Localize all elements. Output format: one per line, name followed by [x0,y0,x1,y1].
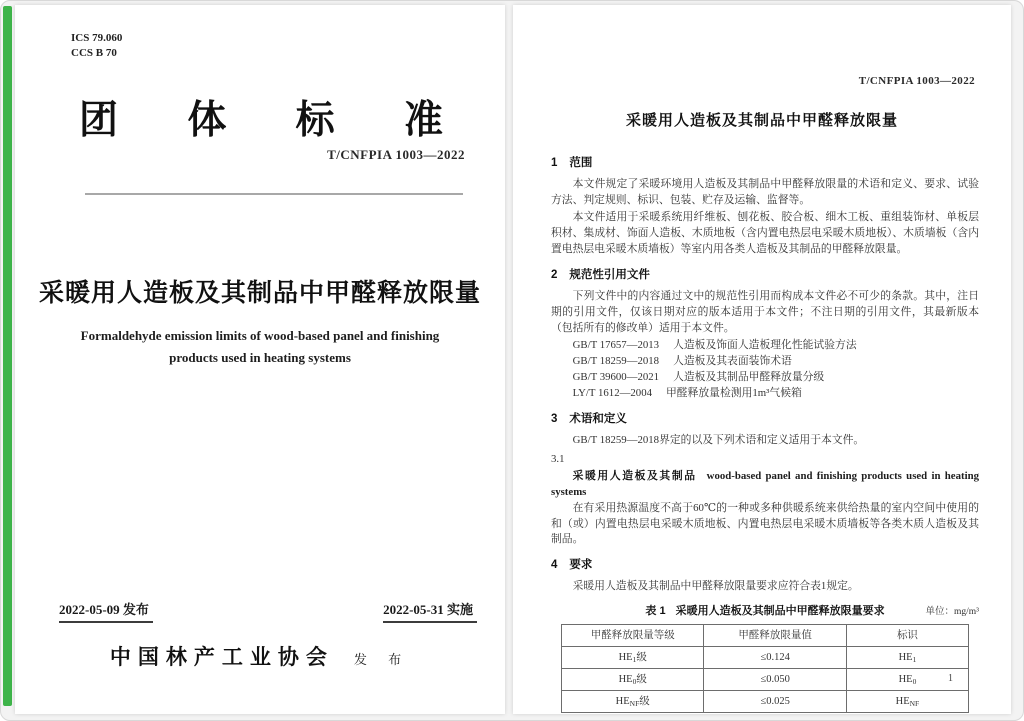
requirements-paragraph: 采暖用人造板及其制品中甲醛释放限量要求应符合表1规定。 [572,580,859,593]
mark-cell [846,647,968,669]
grade-base: HE [618,652,633,664]
mark-sub: 0 [912,677,917,687]
term-name-en: wood-based panel and finishing products used in heating systems [551,469,980,498]
grade-cell [562,669,704,691]
dates-row [59,599,477,623]
page-number: 1 [948,673,953,684]
column-header-limit: 甲醛释放限量值 [704,625,846,647]
reference-title: 人造板及饰面人造板理化性能试验方法 [673,338,857,351]
grade-suffix: 级 [639,696,650,708]
column-header-grade: 甲醛释放限量等级 [562,625,704,647]
section-heading-requirements [551,557,979,574]
section-title: 术语和定义 [569,412,627,425]
grade-suffix: 级 [636,674,647,686]
reference-code: GB/T 17657—2013 [572,338,660,351]
cover-title-zh: 采暖用人造板及其制品中甲醛释放限量 [38,279,481,307]
implement-date: 2022-05-31 实施 [383,599,477,623]
limit-cell: ≤0.025 [704,691,846,713]
section-number: 1 [551,157,558,169]
publisher-name: 中国林产工业协会 [109,646,334,669]
reference-item [573,354,979,370]
mark-base: HE [898,674,913,686]
section-title: 要求 [569,559,593,572]
section-title: 范围 [569,157,593,169]
section-heading-scope [551,155,979,172]
reference-item [573,370,979,386]
grade-cell [562,647,704,669]
grade-sub: 0 [632,677,637,687]
reference-title: 人造板及其表面装饰术语 [673,354,792,367]
table-caption-row [551,603,979,619]
section-heading-terms [551,411,979,428]
term-name-zh: 采暖用人造板及其制品 [572,469,697,482]
section-heading-normative-refs [551,267,979,284]
table-unit-note: 单位：mg/m³ [925,607,979,618]
issue-date: 2022-05-09 发布 [59,599,153,623]
reference-item [573,338,979,354]
grade-base: HE [618,674,633,686]
term-item-number: 3.1 [551,452,565,465]
cover-divider [85,193,463,195]
mark-cell [846,691,968,713]
section-number: 4 [551,559,558,572]
grade-suffix: 级 [636,652,647,664]
mark-base: HE [898,652,913,664]
table-caption-text: 采暖用人造板及其制品中甲醛释放限量要求 [675,605,885,618]
page-body [551,155,979,713]
section-title: 规范性引用文件 [569,268,650,281]
reference-title: 人造板及其制品甲醛释放量分级 [673,370,825,383]
reference-code: GB/T 18259—2018 [572,354,660,367]
column-header-mark: 标识 [846,625,968,647]
standard-type-title [79,89,443,145]
limit-cell: ≤0.124 [704,647,846,669]
mark-sub: NF [909,699,920,709]
reference-code: LY/T 1612—2004 [572,386,652,399]
publisher-row [15,641,505,671]
term-line [551,469,979,501]
reference-title: 甲醛释放量检测用1m³气候箱 [666,386,802,399]
reference-list [573,338,979,402]
standard-type-char: 团 [79,99,119,142]
page-header-standard-number: T/CNFPIA 1003—2022 [858,75,975,87]
limit-cell: ≤0.050 [704,669,846,691]
mark-sub: 1 [912,655,917,665]
table-row [562,669,969,691]
section-number: 2 [551,268,558,281]
standard-number: T/CNFPIA 1003—2022 [327,147,465,162]
reference-item [573,386,979,402]
terms-intro: GB/T 18259—2018界定的以及下列术语和定义适用于本文件。 [572,433,865,446]
publisher-suffix: 发 布 [353,652,411,667]
cover-title-en-line1: Formaldehyde emission limits of wood-based panel and finishing [80,328,440,343]
term-definition: 在有采用热源温度不高于60℃的一种或多种供暖系统来供给热量的室内空间中使用的和（或）内置电热层电采暖木质地板、内置电热层电采暖木质墙板等各类木质人造板及其制品。 [551,501,979,546]
grade-sub: 1 [632,655,637,665]
limits-table [561,624,969,713]
content-page [513,5,1011,714]
table-row [562,647,969,669]
table-caption-label: 表 1 [645,605,666,618]
ccs-code: CCS B 70 [71,47,117,60]
normative-refs-intro: 下列文件中的内容通过文中的规范性引用而构成本文件必不可少的条款。其中，注日期的引用文件，仅该日期对应的版本适用于本文件；不注日期的引用文件，其最新版本（包括所有的修改单）适用于本文件。 [551,289,979,334]
page-title: 采暖用人造板及其制品中甲醛释放限量 [625,112,898,129]
cover-title-en-line2: products used in heating systems [169,350,351,366]
table-row [562,691,969,713]
ics-code: ICS 79.060 [71,32,123,44]
standard-type-char: 体 [187,99,227,142]
reference-code: GB/T 39600—2021 [572,370,660,383]
grade-sub: NF [629,699,640,709]
table-caption [645,605,884,617]
scope-paragraph-1: 本文件规定了采暖环境用人造板及其制品中甲醛释放限量的术语和定义、要求、试验方法、判定规则、标识、包装、贮存及运输、监督等。 [551,178,979,206]
table-header-row [562,625,969,647]
grade-base: HE [615,696,630,708]
cover-page [15,5,505,714]
ics-codes [71,31,122,62]
section-number: 3 [551,412,558,425]
cover-title-en [35,325,485,369]
grade-cell [562,691,704,713]
mark-base: HE [895,696,910,708]
edge-strip [3,6,12,706]
standard-type-char: 标 [295,99,335,142]
standard-type-char: 准 [403,99,443,142]
scope-paragraph-2: 本文件适用于采暖系统用纤维板、刨花板、胶合板、细木工板、重组装饰材、单板层积材、集成材、饰面人造板、木质地板（含内置电热层电采暖木质地板）、木质墙板（含内置电热层电采暖木质墙板）等室内用各类人造板及其制品的甲醛释放限量。 [551,210,979,255]
